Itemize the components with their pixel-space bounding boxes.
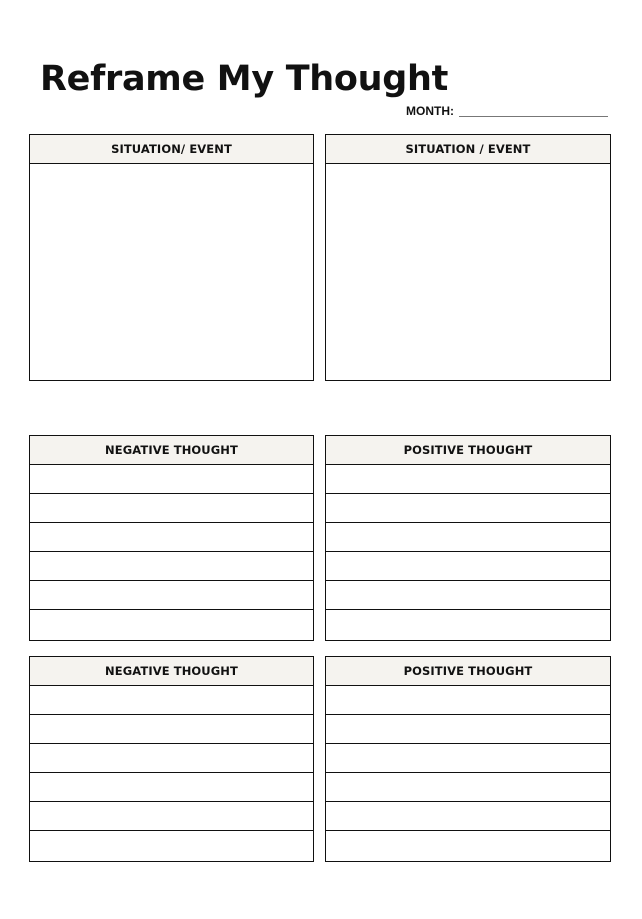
positive-thought-lines-2	[326, 686, 610, 860]
page-title: Reframe My Thought	[40, 59, 449, 99]
writing-line[interactable]	[30, 686, 313, 715]
writing-line[interactable]	[30, 715, 313, 744]
writing-line[interactable]	[326, 610, 610, 639]
writing-line[interactable]	[30, 802, 313, 831]
negative-thought-box-2	[29, 656, 314, 862]
situation-header-left: SITUATION/ EVENT	[30, 135, 313, 164]
negative-thought-header-1: NEGATIVE THOUGHT	[30, 436, 313, 465]
month-label: MONTH:	[406, 104, 454, 118]
negative-thought-lines-2	[30, 686, 313, 860]
positive-thought-box-1	[325, 435, 611, 641]
writing-line[interactable]	[326, 744, 610, 773]
writing-line[interactable]	[326, 552, 610, 581]
writing-line[interactable]	[30, 581, 313, 610]
positive-thought-box-2	[325, 656, 611, 862]
writing-line[interactable]	[326, 686, 610, 715]
writing-line[interactable]	[326, 773, 610, 802]
writing-line[interactable]	[30, 494, 313, 523]
month-field[interactable]	[406, 102, 608, 118]
writing-line[interactable]	[326, 581, 610, 610]
writing-line[interactable]	[326, 494, 610, 523]
situation-box-left	[29, 134, 314, 381]
month-input-line[interactable]	[459, 116, 608, 117]
writing-line[interactable]	[30, 465, 313, 494]
negative-thought-header-2: NEGATIVE THOUGHT	[30, 657, 313, 686]
writing-line[interactable]	[326, 715, 610, 744]
situation-header-right: SITUATION / EVENT	[326, 135, 610, 164]
writing-line[interactable]	[30, 744, 313, 773]
negative-thought-box-1	[29, 435, 314, 641]
negative-thought-lines-1	[30, 465, 313, 639]
writing-line[interactable]	[326, 465, 610, 494]
writing-line[interactable]	[326, 802, 610, 831]
writing-line[interactable]	[30, 523, 313, 552]
writing-line[interactable]	[30, 773, 313, 802]
writing-line[interactable]	[30, 610, 313, 639]
writing-line[interactable]	[326, 831, 610, 860]
writing-line[interactable]	[30, 552, 313, 581]
situation-writing-area-right[interactable]	[326, 164, 610, 378]
situation-writing-area-left[interactable]	[30, 164, 313, 378]
positive-thought-header-2: POSITIVE THOUGHT	[326, 657, 610, 686]
positive-thought-header-1: POSITIVE THOUGHT	[326, 436, 610, 465]
writing-line[interactable]	[326, 523, 610, 552]
situation-box-right	[325, 134, 611, 381]
writing-line[interactable]	[30, 831, 313, 860]
positive-thought-lines-1	[326, 465, 610, 639]
